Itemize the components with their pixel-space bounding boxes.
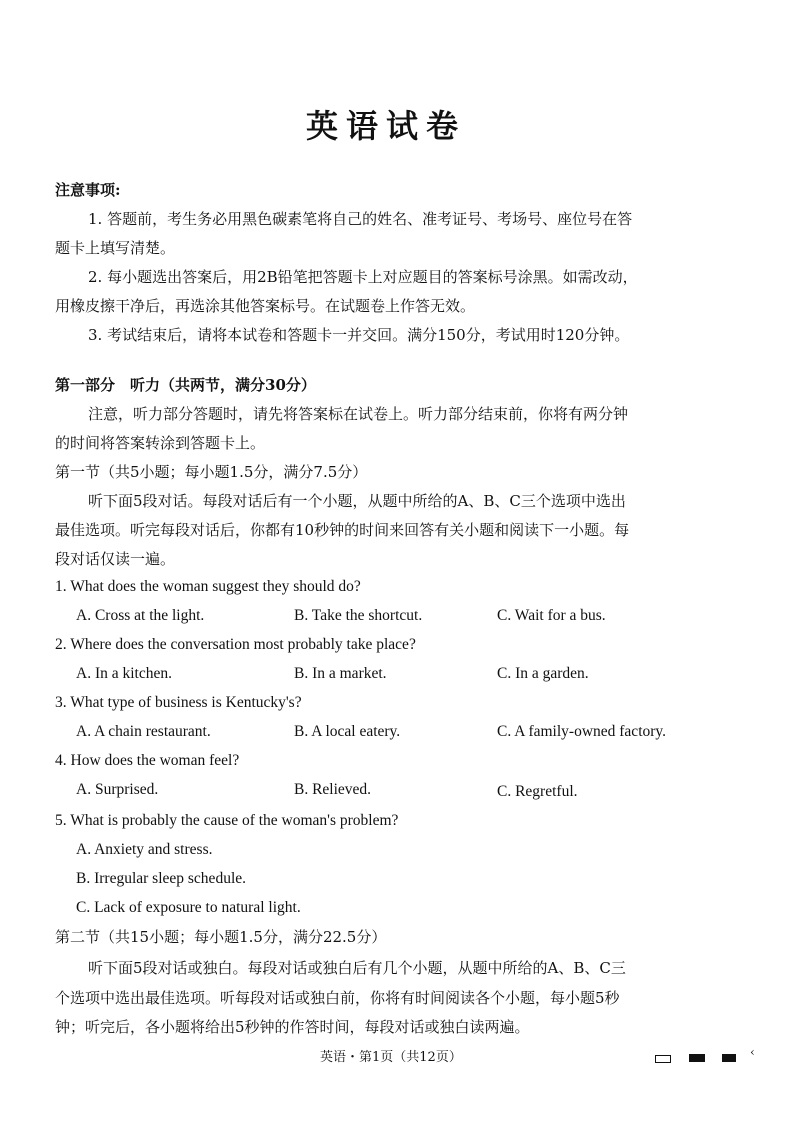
question-3: 3. What type of business is Kentucky's? (55, 694, 302, 711)
q2-option-b: B. In a market. (294, 665, 387, 682)
section1-instr-a: 听下面5段对话。每段对话后有一个小题，从题中所给的A、B、C三个选项中选出 (88, 492, 626, 510)
section2-instr-a: 听下面5段对话或独白。每段对话或独白后有几个小题，从题中所给的A、B、C三 (88, 959, 626, 977)
section1-instr-b: 最佳选项。听完每段对话后，你都有10秒钟的时间来回答有关小题和阅读下一小题。每 (55, 521, 630, 539)
notice-line-1a: 1. 答题前，考生务必用黑色碳素笔将自己的姓名、准考证号、考场号、座位号在答 (88, 210, 633, 228)
question-4: 4. How does the woman feel? (55, 752, 240, 769)
section1-instr-c: 段对话仅读一遍。 (55, 550, 176, 568)
q1-option-a: A. Cross at the light. (76, 607, 205, 624)
q5-option-b: B. Irregular sleep schedule. (76, 870, 247, 887)
notice-line-2a: 2. 每小题选出答案后，用2B铅笔把答题卡上对应题目的答案标号涂黑。如需改动， (88, 268, 638, 286)
scan-mark-corner: ‹ (750, 1045, 755, 1059)
q4-option-a: A. Surprised. (76, 781, 159, 798)
question-5: 5. What is probably the cause of the woman's problem? (55, 812, 399, 829)
q3-option-b: B. A local eatery. (294, 723, 401, 740)
notice-line-2b: 用橡皮擦干净后，再选涂其他答案标号。在试题卷上作答无效。 (55, 297, 476, 315)
part1-note-a: 注意，听力部分答题时，请先将答案标在试卷上。听力部分结束前，你将有两分钟 (88, 405, 629, 423)
q2-option-a: A. In a kitchen. (76, 665, 172, 682)
scan-mark-1 (689, 1054, 705, 1062)
q3-option-c: C. A family-owned factory. (497, 723, 667, 740)
page-footer: 英语・第1页（共12页） (320, 1050, 462, 1065)
section2-heading: 第二节（共15小题；每小题1.5分，满分22.5分） (55, 928, 387, 946)
question-2: 2. Where does the conversation most probably take place? (55, 636, 416, 653)
q5-option-a: A. Anxiety and stress. (76, 841, 213, 858)
q1-option-c: C. Wait for a bus. (497, 607, 606, 624)
q3-option-a: A. A chain restaurant. (76, 723, 211, 740)
q5-option-c: C. Lack of exposure to natural light. (76, 899, 301, 916)
notice-heading: 注意事项: (55, 181, 121, 199)
scan-mark-2 (722, 1054, 736, 1062)
part1-heading: 第一部分 听力（共两节，满分30分） (55, 376, 316, 394)
q4-option-b: B. Relieved. (294, 781, 372, 798)
section2-instr-c: 钟；听完后，各小题将给出5秒钟的作答时间，每段对话或独白读两遍。 (55, 1018, 530, 1036)
question-1: 1. What does the woman suggest they should do? (55, 578, 361, 595)
notice-line-3: 3. 考试结束后，请将本试卷和答题卡一并交回。满分150分，考试用时120分钟。 (88, 326, 630, 344)
q2-option-c: C. In a garden. (497, 665, 589, 682)
part1-note-b: 的时间将答案转涂到答题卡上。 (55, 434, 266, 452)
q4-option-c: C. Regretful. (497, 783, 578, 800)
section1-heading: 第一节（共5小题；每小题1.5分，满分7.5分） (55, 463, 368, 481)
exam-title: 英语试卷 (306, 107, 467, 145)
section2-instr-b: 个选项中选出最佳选项。听每段对话或独白前，你将有时间阅读各个小题，每小题5秒 (55, 989, 620, 1007)
q1-option-b: B. Take the shortcut. (294, 607, 423, 624)
scan-mark-open (655, 1055, 671, 1063)
notice-line-1b: 题卡上填写清楚。 (55, 239, 176, 257)
